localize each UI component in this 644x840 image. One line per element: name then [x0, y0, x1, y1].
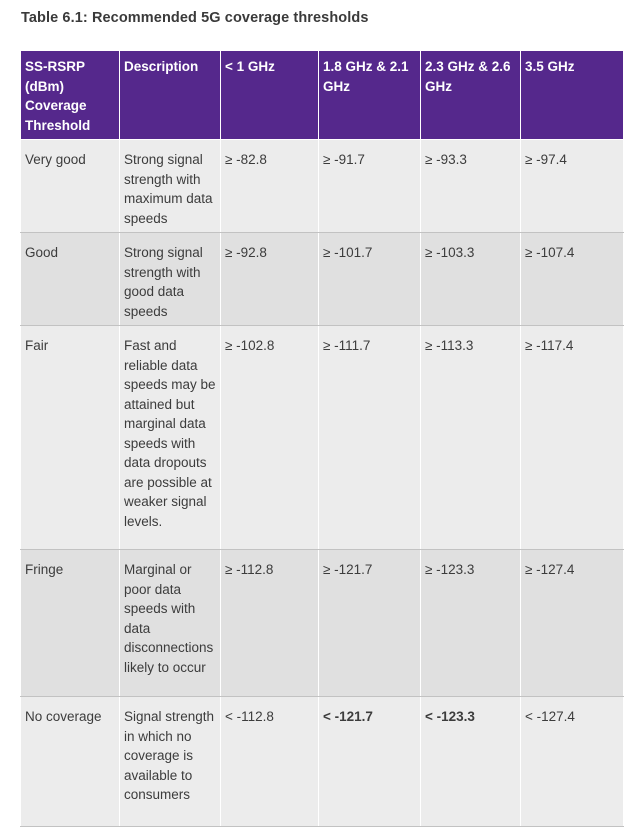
cell-3-5ghz: < -127.4 [521, 697, 624, 827]
cell-below-1ghz: < -112.8 [221, 697, 319, 827]
cell-2-3-2-6ghz: < -123.3 [421, 697, 521, 827]
cell-3-5ghz: ≥ -127.4 [521, 550, 624, 697]
table-header-row [21, 51, 624, 140]
cell-below-1ghz: ≥ -82.8 [221, 140, 319, 233]
table-row [21, 697, 624, 827]
cell-threshold: Good [21, 233, 120, 326]
cell-2-3-2-6ghz: ≥ -93.3 [421, 140, 521, 233]
cell-threshold: Fair [21, 326, 120, 550]
cell-3-5ghz: ≥ -97.4 [521, 140, 624, 233]
cell-2-3-2-6ghz: ≥ -113.3 [421, 326, 521, 550]
cell-below-1ghz: ≥ -92.8 [221, 233, 319, 326]
cell-below-1ghz: ≥ -112.8 [221, 550, 319, 697]
header-3-5ghz: 3.5 GHz [521, 51, 624, 140]
cell-below-1ghz: ≥ -102.8 [221, 326, 319, 550]
cell-description: Signal strength in which no coverage is available to consumers [120, 697, 221, 827]
cell-2-3-2-6ghz: ≥ -123.3 [421, 550, 521, 697]
cell-3-5ghz: ≥ -107.4 [521, 233, 624, 326]
header-description: Description [120, 51, 221, 140]
cell-threshold: Very good [21, 140, 120, 233]
cell-1-8-2-1ghz: ≥ -111.7 [319, 326, 421, 550]
cell-threshold: Fringe [21, 550, 120, 697]
header-1-8-2-1ghz: 1.8 GHz & 2.1 GHz [319, 51, 421, 140]
cell-description: Fast and reliable data speeds may be attained but marginal data speeds with data dropouts are possible at weaker signal levels. [120, 326, 221, 550]
table-caption: Table 6.1: Recommended 5G coverage thresholds [21, 10, 369, 26]
cell-description: Strong signal strength with good data speeds [120, 233, 221, 326]
table-row [21, 326, 624, 550]
header-threshold: SS-RSRP (dBm) Coverage Threshold [21, 51, 120, 140]
coverage-thresholds-table [20, 50, 624, 827]
cell-1-8-2-1ghz: ≥ -91.7 [319, 140, 421, 233]
cell-1-8-2-1ghz: < -121.7 [319, 697, 421, 827]
table-row [21, 233, 624, 326]
cell-3-5ghz: ≥ -117.4 [521, 326, 624, 550]
header-2-3-2-6ghz: 2.3 GHz & 2.6 GHz [421, 51, 521, 140]
header-below-1ghz: < 1 GHz [221, 51, 319, 140]
cell-2-3-2-6ghz: ≥ -103.3 [421, 233, 521, 326]
table-row [21, 140, 624, 233]
cell-description: Strong signal strength with maximum data speeds [120, 140, 221, 233]
cell-threshold: No coverage [21, 697, 120, 827]
cell-description: Marginal or poor data speeds with data disconnections likely to occur [120, 550, 221, 697]
cell-1-8-2-1ghz: ≥ -101.7 [319, 233, 421, 326]
table-row [21, 550, 624, 697]
cell-1-8-2-1ghz: ≥ -121.7 [319, 550, 421, 697]
